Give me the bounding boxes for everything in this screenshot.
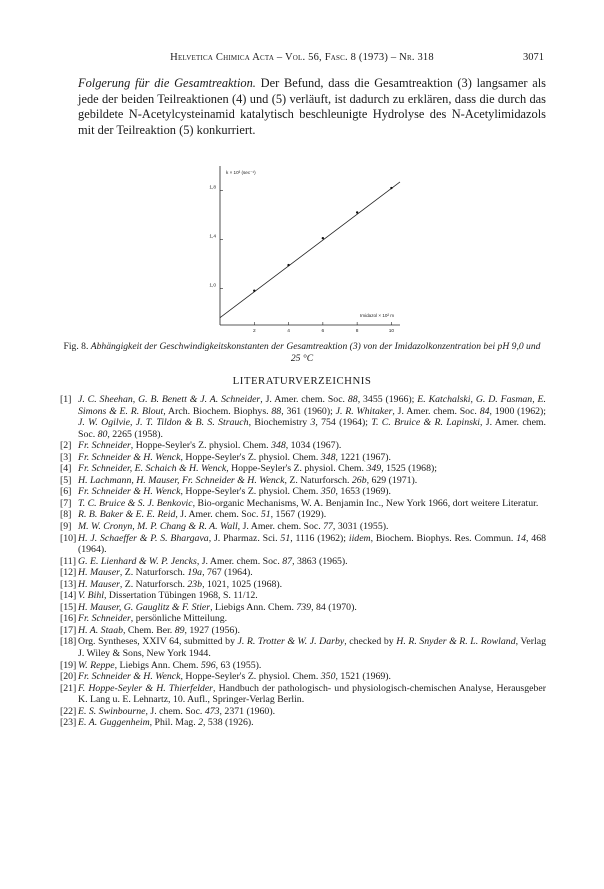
reference-item: [60, 475, 546, 487]
data-point: [287, 264, 289, 266]
reference-number: [12]: [60, 567, 77, 579]
reference-item: [60, 567, 546, 579]
reference-number: [5]: [60, 474, 72, 486]
reference-text: Fr. Schneider & H. Wenck, Hoppe-Seyler's Z. physiol. Chem. 350, 1653 (1969).: [78, 486, 391, 498]
reference-text: H. Mauser, Z. Naturforsch. 19a, 767 (1964).: [78, 567, 253, 579]
reference-item: [60, 521, 546, 533]
reference-item: [60, 509, 546, 521]
reference-item: [60, 498, 546, 510]
reference-item: [60, 463, 546, 475]
x-tick-label: 8: [355, 329, 359, 334]
y-tick-label: 1,8: [209, 185, 216, 191]
x-axis-label: Imidazol × 10² m: [360, 313, 395, 318]
reference-text: E. S. Swinbourne, J. chem. Soc. 473, 2371 (1960).: [78, 705, 276, 717]
reference-number: [18]: [60, 636, 77, 648]
reference-text: J. C. Sheehan, G. B. Benett & J. A. Schneider, J. Amer. chem. Soc. 88, 3455 (1966); E. Katchalski, G. D. Fasman, E. Simons & E. R. Blout, Arch. Biochem. Biophys. 88, 361 (1960); J. R. Whitaker, J. Amer. chem. Soc. 84, 1900 (1962); J. W. Ogilvie, J. T. Tildon & B. S. Strauch, Biochemistry 3, 754 (1964); T. C. Bruice & R. Lapinski, J. Amer. chem. Soc. 80, 2265 (1958).: [78, 394, 546, 440]
reference-text: Fr. Schneider & H. Wenck, Hoppe-Seyler's Z. physiol. Chem. 348, 1221 (1967).: [78, 451, 391, 463]
data-points: [253, 187, 393, 292]
reference-item: [60, 625, 546, 637]
reference-number: [4]: [60, 463, 72, 475]
reference-text: H. Lachmann, H. Mauser, Fr. Schneider & H. Wenck, Z. Naturforsch. 26b, 629 (1971).: [78, 474, 418, 486]
regression-line: [220, 182, 400, 318]
reference-number: [10]: [60, 532, 77, 544]
chart-axes: [220, 166, 400, 325]
reference-text: W. Reppe, Liebigs Ann. Chem. 596, 63 (1955).: [78, 659, 262, 671]
reference-text: H. A. Staab, Chem. Ber. 89, 1927 (1956).: [78, 624, 241, 636]
page-number: 3071: [523, 52, 544, 63]
reference-number: [8]: [60, 509, 72, 521]
reference-text: G. E. Lienhard & W. P. Jencks, J. Amer. chem. Soc. 87, 3863 (1965).: [78, 555, 348, 567]
x-tick-label: 2: [252, 329, 256, 334]
reference-item: [60, 394, 546, 440]
reference-text: H. Mauser, Z. Naturforsch. 23b, 1021, 1025 (1968).: [78, 578, 283, 590]
reference-number: [9]: [60, 521, 72, 533]
reference-text: Org. Syntheses, XXIV 64, submitted by J. R. Trotter & W. J. Darby, checked by H. R. Snyder & R. L. Rowland, Verlag J. Wiley & Sons, New York 1944.: [78, 636, 546, 660]
reference-text: Fr. Schneider, Hoppe-Seyler's Z. physiol. Chem. 348, 1034 (1967).: [78, 440, 342, 452]
reference-number: [13]: [60, 578, 77, 590]
reference-number: [6]: [60, 486, 72, 498]
reference-text: H. J. Schaeffer & P. S. Bhargava, J. Pharmaz. Sci. 51, 1116 (1962); iidem, Biochem. Biophys. Res. Commun. 14, 468 (1964).: [78, 532, 546, 556]
caption-text: Abhängigkeit der Geschwindigkeitskonstanten der Gesamtreaktion (3) von der Imidazolkonzentration bei pH 9,0 und 25 °C: [90, 341, 541, 364]
reference-item: [60, 613, 546, 625]
data-point: [322, 237, 324, 239]
reference-text: Fr. Schneider & H. Wenck, Hoppe-Seyler's Z. physiol. Chem. 350, 1521 (1969).: [78, 671, 391, 683]
reference-number: [3]: [60, 451, 72, 463]
caption-label: Fig. 8.: [63, 341, 89, 352]
reference-number: [7]: [60, 497, 72, 509]
reference-item: [60, 452, 546, 464]
paragraph-body: Der Befund, dass die Gesamtreaktion (3) langsamer als jede der beiden Teilreaktionen (4) und (5) verläuft, ist dadurch zu erklären, dass die durch das gebildete N-Acetylcysteinamid katalytisch beschleunigte Hydrolyse des N-Acetylimidazols mit der Teilreaktion (5) konkurriert.: [78, 76, 546, 137]
data-point: [356, 211, 358, 213]
reference-number: [19]: [60, 659, 77, 671]
reference-text: Fr. Schneider, persönliche Mitteilung.: [78, 613, 228, 625]
reference-item: [60, 602, 546, 614]
x-tick-label: 6: [321, 329, 325, 334]
x-tick-label: 4: [287, 329, 290, 334]
reference-text: F. Hoppe-Seyler & H. Thierfelder, Handbuch der pathologisch- und physiologisch-chemischen Analyse, Herausgeber K. Lang u. E. Lehnartz, 10. Aufl., Springer-Verlag Berlin.: [78, 682, 546, 706]
conclusion-paragraph: [78, 76, 546, 138]
references-heading: LITERATURVERZEICHNIS: [232, 375, 372, 387]
reference-item: [60, 636, 546, 659]
reference-number: [21]: [60, 682, 77, 694]
reference-text: R. B. Baker & E. E. Reid, J. Amer. chem. Soc. 51, 1567 (1929).: [78, 509, 327, 521]
y-tick-label: 1,0: [209, 283, 216, 289]
reference-number: [1]: [60, 394, 72, 405]
reference-text: H. Mauser, G. Gauglitz & F. Stier, Liebigs Ann. Chem. 739, 84 (1970).: [78, 601, 357, 613]
reference-text: Fr. Schneider, E. Schaich & H. Wenck, Hoppe-Seyler's Z. physiol. Chem. 349, 1525 (1968);: [78, 463, 437, 475]
reference-item: [60, 440, 546, 452]
y-axis-label: k × 10³ (sec⁻¹): [226, 170, 256, 175]
x-tick-label: 10: [388, 329, 395, 334]
reference-item: [60, 486, 546, 498]
reference-number: [14]: [60, 590, 77, 602]
figure-caption: [60, 341, 544, 365]
reference-number: [2]: [60, 440, 72, 452]
reference-item: [60, 660, 546, 672]
figure-8: [190, 160, 420, 340]
reference-text: E. A. Guggenheim, Phil. Mag. 2, 538 (1926).: [78, 717, 254, 729]
running-header: [60, 52, 544, 66]
reference-number: [22]: [60, 705, 77, 717]
data-point: [390, 187, 392, 189]
y-tick-label: 1,4: [209, 234, 216, 240]
paragraph-lead: Folgerung für die Gesamtreaktion.: [78, 76, 256, 90]
reference-number: [17]: [60, 624, 77, 636]
reference-text: M. W. Cronyn, M. P. Chang & R. A. Wall, J. Amer. chem. Soc. 77, 3031 (1955).: [78, 521, 389, 533]
reference-item: [60, 683, 546, 706]
reference-item: [60, 556, 546, 568]
reference-text: V. Bihl, Dissertation Tübingen 1968, S. 11/12.: [78, 590, 258, 602]
reference-item: [60, 671, 546, 683]
reference-text: T. C. Bruice & S. J. Benkovic, Bio-organic Mechanisms, W. A. Benjamin Inc., New York 1966, dort weitere Literatur.: [78, 497, 539, 509]
journal-title: Helvetica Chimica Acta – Vol. 56, Fasc. 8 (1973) – Nr. 318: [170, 52, 434, 63]
reference-item: [60, 533, 546, 556]
reference-number: [11]: [60, 555, 76, 567]
reference-item: [60, 706, 546, 718]
reference-number: [20]: [60, 671, 77, 683]
reference-number: [16]: [60, 613, 77, 625]
reference-item: [60, 717, 546, 729]
reference-item: [60, 590, 546, 602]
reference-number: [23]: [60, 717, 77, 729]
reference-number: [15]: [60, 601, 77, 613]
reference-item: [60, 579, 546, 591]
rate-constant-chart: [190, 160, 420, 340]
data-point: [253, 290, 255, 292]
reference-list: [60, 394, 546, 729]
